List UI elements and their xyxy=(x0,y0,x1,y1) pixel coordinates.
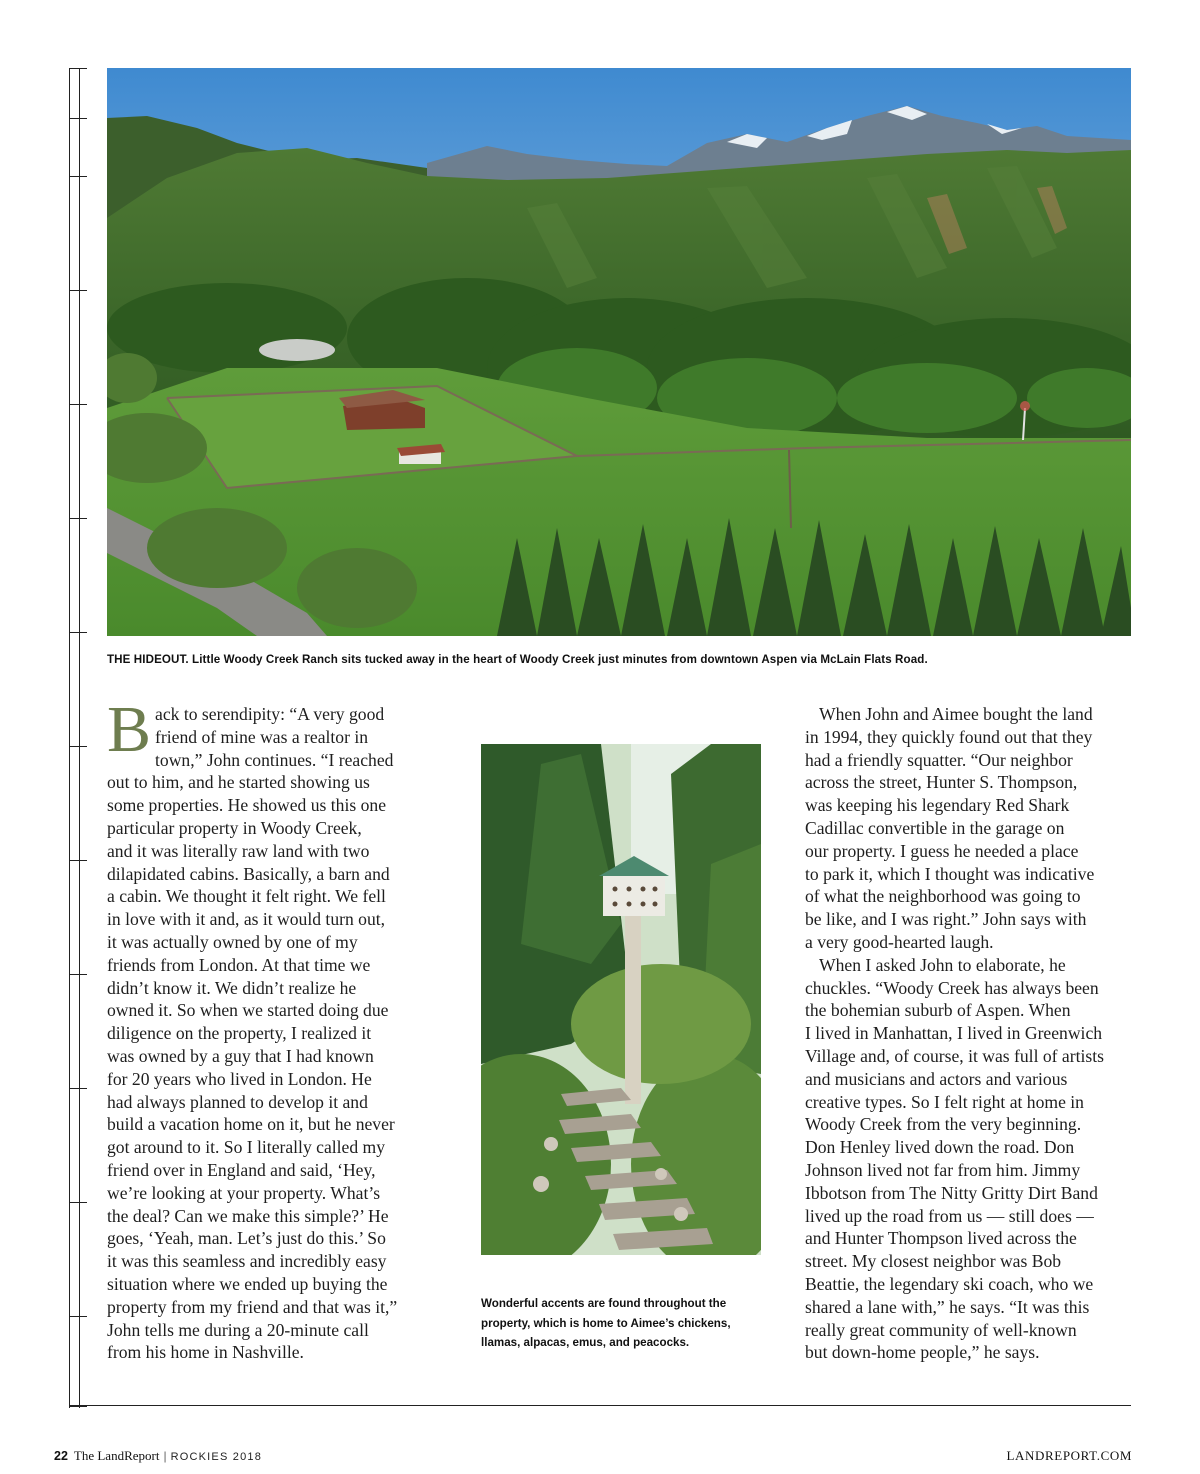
text-line: I lived in Manhattan, I lived in Greenwich xyxy=(805,1023,1103,1044)
text-line: out to him, and he started showing us xyxy=(107,772,370,793)
text-line: and Hunter Thompson lived across the xyxy=(805,1228,1077,1249)
text-line: diligence on the property, I realized it xyxy=(107,1023,372,1044)
text-line: Village and, of course, it was full of artists xyxy=(805,1045,1104,1066)
text-line: be like, and I was right.” John says with xyxy=(805,909,1087,930)
text-line: friends from London. At that time we xyxy=(107,954,371,975)
text-line: the deal? Can we make this simple?’ He xyxy=(107,1205,389,1226)
text-line: build a vacation home on it, but he never xyxy=(107,1114,395,1135)
page-footer xyxy=(54,1447,262,1465)
article-column-1 xyxy=(107,693,437,1364)
caption-line: Wonderful accents are found throughout the xyxy=(481,1297,727,1310)
text-line: Don Henley lived down the road. Don xyxy=(805,1137,1075,1158)
text-line: in 1994, they quickly found out that they xyxy=(805,726,1093,747)
text-line: particular property in Woody Creek, xyxy=(107,817,362,838)
text-line: When I asked John to elaborate, he xyxy=(819,954,1066,975)
text-line: was owned by a guy that I had known xyxy=(107,1045,374,1066)
caption-line: property, which is home to Aimee’s chickens, xyxy=(481,1316,731,1330)
text-line: in love with it and, as it would turn out, xyxy=(107,909,386,930)
text-line: property from my friend and that was it,” xyxy=(107,1296,398,1317)
text-line: Johnson lived not far from him. Jimmy xyxy=(805,1159,1081,1180)
footer-rule xyxy=(69,1405,1131,1406)
text-line: for 20 years who lived in London. He xyxy=(107,1068,372,1089)
text-line: was keeping his legendary Red Shark xyxy=(805,795,1070,816)
margin-tick xyxy=(70,68,87,69)
text-line: Beattie, the legendary ski coach, who we xyxy=(805,1273,1094,1294)
text-line: ack to serendipity: “A very good xyxy=(155,704,385,724)
margin-tick xyxy=(70,974,87,975)
text-line: had always planned to develop it and xyxy=(107,1091,368,1112)
text-line: really great community of well-known xyxy=(805,1319,1077,1340)
text-line: friend over in England and said, ‘Hey, xyxy=(107,1159,376,1180)
article-column-3 xyxy=(805,703,1133,1364)
margin-tick xyxy=(70,518,87,519)
text-line: John tells me during a 20-minute call xyxy=(107,1319,369,1340)
issue-label: ROCKIES 2018 xyxy=(170,1451,263,1463)
text-line: street. My closest neighbor was Bob xyxy=(805,1251,1062,1272)
margin-tick xyxy=(70,746,87,747)
caption-line: llamas, alpacas, emus, and peacocks. xyxy=(481,1336,690,1349)
margin-tick xyxy=(70,632,87,633)
text-line: we’re looking at your property. What’s xyxy=(107,1182,381,1203)
text-line: got around to it. So I literally called my xyxy=(107,1137,386,1158)
margin-rule xyxy=(69,68,80,1408)
text-line: chuckles. “Woody Creek has always been xyxy=(805,977,1099,998)
text-line: When John and Aimee bought the land xyxy=(819,704,1093,724)
page-number: 22 xyxy=(54,1449,68,1463)
text-line: creative types. So I felt right at home in xyxy=(805,1091,1084,1112)
margin-tick xyxy=(70,290,87,291)
inset-photo xyxy=(481,744,761,1255)
text-line: situation where we ended up buying the xyxy=(107,1273,388,1294)
text-line: didn’t know it. We didn’t realize he xyxy=(107,977,357,998)
text-line: it was this seamless and incredibly easy xyxy=(107,1251,387,1272)
text-line: dilapidated cabins. Basically, a barn and xyxy=(107,863,390,884)
text-line: across the street, Hunter S. Thompson, xyxy=(805,772,1078,793)
text-line: Ibbotson from The Nitty Gritty Dirt Band xyxy=(805,1182,1098,1203)
text-line: it was actually owned by one of my xyxy=(107,931,358,952)
magazine-name: The LandReport xyxy=(73,1448,160,1463)
hero-photo xyxy=(107,68,1131,636)
margin-tick xyxy=(70,1316,87,1317)
footer-separator: | xyxy=(163,1449,167,1463)
site-url xyxy=(1007,1447,1132,1465)
margin-tick xyxy=(70,1202,87,1203)
inset-caption xyxy=(481,1294,771,1353)
text-line: and it was literally raw land with two xyxy=(107,840,370,861)
text-line: friend of mine was a realtor in xyxy=(155,726,369,747)
text-line: a very good-hearted laugh. xyxy=(805,931,994,952)
text-line: town,” John continues. “I reached xyxy=(155,749,394,770)
text-line: but down-home people,” he says. xyxy=(805,1342,1040,1363)
text-line: from his home in Nashville. xyxy=(107,1342,304,1363)
text-line: owned it. So when we started doing due xyxy=(107,1000,389,1021)
margin-tick xyxy=(70,404,87,405)
text-line: Cadillac convertible in the garage on xyxy=(805,817,1065,838)
margin-tick xyxy=(70,118,87,119)
text-line: of what the neighborhood was going to xyxy=(805,886,1081,907)
text-line: had a friendly squatter. “Our neighbor xyxy=(805,749,1073,770)
margin-tick xyxy=(70,1406,87,1407)
margin-tick xyxy=(70,860,87,861)
text-line: a cabin. We thought it felt right. We fell xyxy=(107,886,386,907)
text-line: the bohemian suburb of Aspen. When xyxy=(805,1000,1071,1021)
text-line: to park it, which I thought was indicative xyxy=(805,863,1095,884)
text-line: Woody Creek from the very beginning. xyxy=(805,1114,1082,1135)
site-url-text: LANDREPORT.COM xyxy=(1006,1448,1132,1463)
drop-cap: B xyxy=(107,693,152,766)
text-line: some properties. He showed us this one xyxy=(107,795,387,816)
text-line: lived up the road from us — still does — xyxy=(805,1205,1094,1226)
text-line: goes, ‘Yeah, man. Let’s just do this.’ So xyxy=(107,1228,386,1249)
text-line: and musicians and actors and various xyxy=(805,1068,1068,1089)
text-line: shared a lane with,” he says. “It was this xyxy=(805,1296,1090,1317)
hero-caption: THE HIDEOUT. Little Woody Creek Ranch sits tucked away in the heart of Woody Creek just minutes from downtown Aspen via McLain Flats Road. xyxy=(107,653,928,666)
text-line: our property. I guess he needed a place xyxy=(805,840,1079,861)
margin-tick xyxy=(70,176,87,177)
margin-tick xyxy=(70,1088,87,1089)
